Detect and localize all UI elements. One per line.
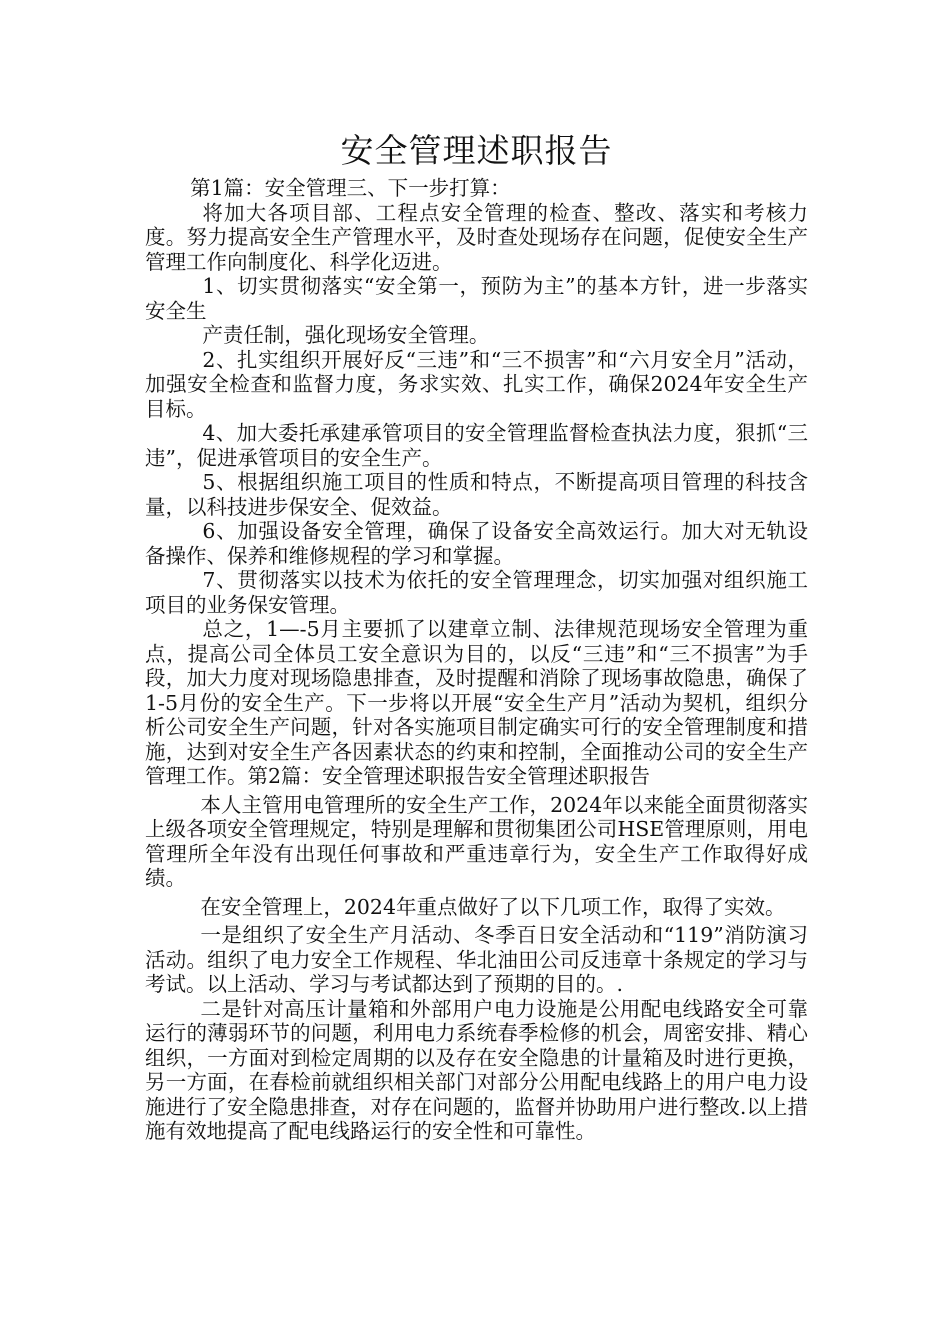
- paragraph-report-intro: 本人主管用电管理所的安全生产工作，2024年以来能全面贯彻落实上级各项安全管理规定，特别是理解和贯彻集团公司HSE管理原则，用电管理所全年没有出现任何事故和严重违章行为，安全生产工作取得好成绩。: [145, 792, 808, 890]
- paragraph-item-4: 4、加大委托承建承管项目的安全管理监督检查执法力度，狠抓“三违”，促进承管项目的安全生产。: [145, 421, 808, 470]
- paragraph-item-5: 5、根据组织施工项目的性质和特点，不断提高项目管理的科技含量，以科技进步保安全、促效益。: [145, 470, 808, 519]
- paragraph-item-1: 1、切实贯彻落实“安全第一，预防为主”的基本方针，进一步落实安全生: [145, 274, 808, 323]
- paragraph-item-7: 7、贯彻落实以技术为依托的安全管理理念，切实加强对组织施工项目的业务保安管理。: [145, 568, 808, 617]
- section-heading-1: 第1篇：安全管理三、下一步打算：: [190, 176, 511, 200]
- document-title: 安全管理述职报告: [340, 131, 613, 170]
- paragraph-work-item-2: 二是针对高压计量箱和外部用户电力设施是公用配电线路安全可靠运行的薄弱环节的问题，利用电力系统春季检修的机会，周密安排、精心组织，一方面对到检定周期的以及存在安全隐患的计量箱及时进行更换，另一方面，在春检前就组织相关部门对部分公用配电线路上的用户电力设施进行了安全隐患排查，对存在问题的，监督并协助用户进行整改.以上措施有效地提高了配电线路运行的安全性和可靠性。: [145, 996, 808, 1143]
- paragraph-work-overview: 在安全管理上，2024年重点做好了以下几项工作，取得了实效。: [200, 894, 786, 919]
- document-body: [145, 128, 808, 1144]
- paragraph-item-6: 6、加强设备安全管理，确保了设备安全高效运行。加大对无轨设备操作、保养和维修规程的学习和掌握。: [145, 519, 808, 568]
- paragraph-summary: 总之，1—-5月主要抓了以建章立制、法律规范现场安全管理为重点，提高公司全体员工安全意识为目的，以反“三违”和“三不损害”为手段，加大力度对现场隐患排查，及时提醒和消除了现场事故隐患，确保了1-5月份的安全生产。下一步将以开展“安全生产月”活动为契机，组织分析公司安全生产问题，针对各实施项目制定确实可行的安全管理制度和措施，达到对安全生产各因素状态的约束和控制，全面推动公司的安全生产管理工作。第2篇：安全管理述职报告安全管理述职报告: [145, 617, 808, 788]
- paragraph-item-1-continued: 产责任制，强化现场安全管理。: [202, 323, 490, 347]
- paragraph-item-2: 2、扎实组织开展好反“三违”和“三不损害”和“六月安全月”活动，加强安全检查和监督力度，务求实效、扎实工作，确保2024年安全生产目标。: [145, 347, 808, 421]
- paragraph-intro: 将加大各项目部、工程点安全管理的检查、整改、落实和考核力度。努力提高安全生产管理水平，及时查处现场存在问题，促使安全生产管理工作向制度化、科学化迈进。: [145, 200, 808, 274]
- paragraph-work-item-1: 一是组织了安全生产月活动、冬季百日安全活动和“119”消防演习活动。组织了电力安全工作规程、华北油田公司反违章十条规定的学习与考试。以上活动、学习与考试都达到了预期的目的。.: [145, 923, 808, 996]
